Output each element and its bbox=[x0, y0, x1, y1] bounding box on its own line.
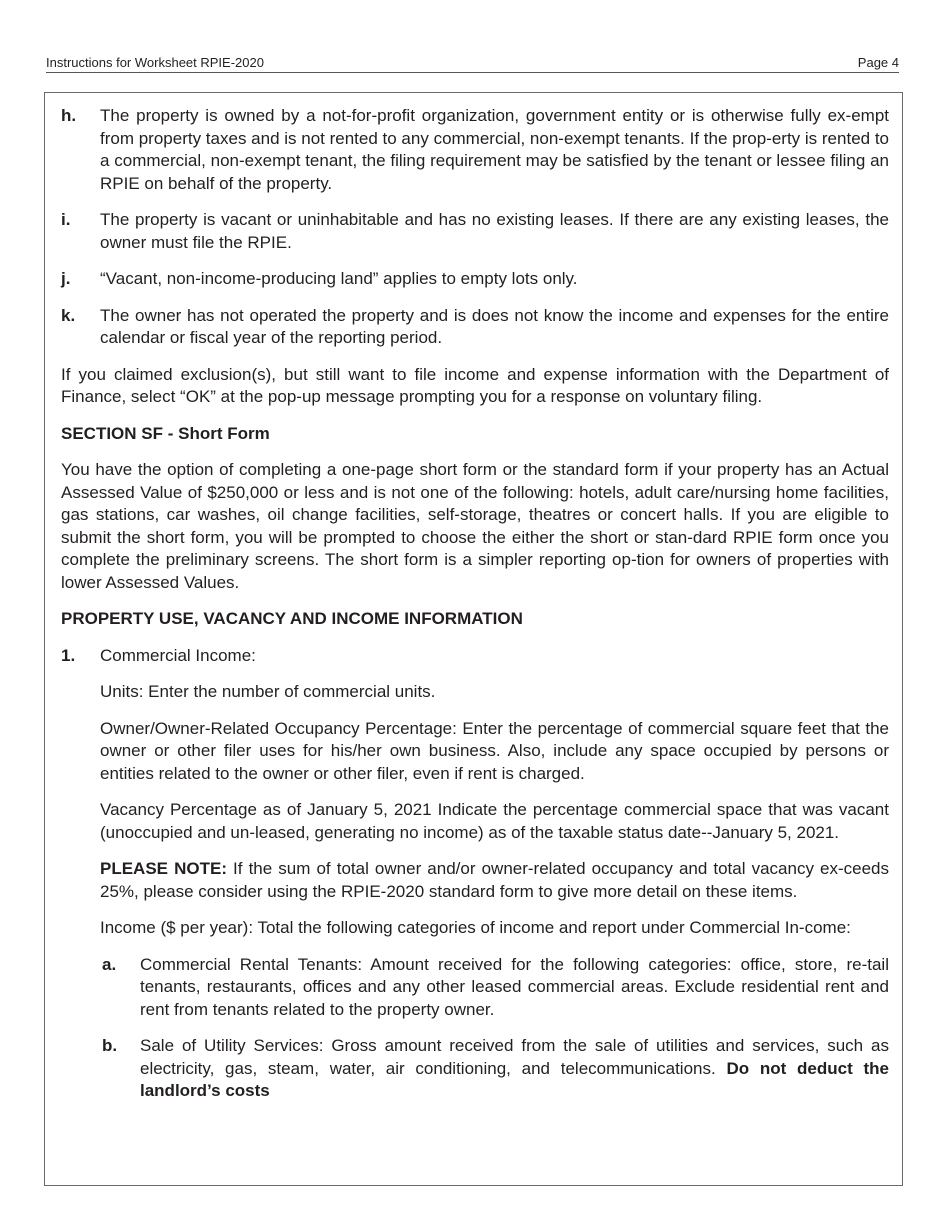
please-note-paragraph bbox=[61, 858, 889, 903]
owner-occupancy-paragraph: Owner/Owner-Related Occupancy Percentage: Enter the percentage of commercial square feet that the owner or other filer uses for his/her own business. Also, include any space occupied by persons or entities related to the owner or other filer, even if rent is charged. bbox=[100, 718, 889, 783]
page-content bbox=[61, 105, 889, 1103]
income-subitem-b bbox=[61, 1035, 889, 1103]
vacancy-paragraph: Vacancy Percentage as of January 5, 2021 Indicate the percentage commercial space that was vacant (unoccupied and un-leased, generating no income) as of the taxable status date--January 5, 2021. bbox=[100, 800, 889, 842]
exemption-item-k bbox=[61, 305, 889, 350]
subitem-label: a. bbox=[102, 954, 117, 974]
exemption-text: “Vacant, non-income-producing land” applies to empty lots only. bbox=[100, 269, 578, 288]
units-paragraph: Units: Enter the number of commercial units. bbox=[100, 682, 436, 701]
section-sf-heading: SECTION SF - Short Form bbox=[61, 423, 270, 443]
note-text: If the sum of total owner and/or owner-related occupancy and total vacancy ex-ceeds 25%, please consider using the RPIE-2020 standard form to give more detail on these items. bbox=[100, 859, 890, 901]
exemption-label: j. bbox=[61, 269, 71, 288]
subitem-bold-text: Do not deduct the landlord’s costs bbox=[140, 1058, 890, 1100]
exemption-label: k. bbox=[61, 305, 76, 325]
subitem-text: Sale of Utility Services: Gross amount received from the sale of utilities and services, such as electricity, gas, steam, water, air conditioning, and telecommunications. bbox=[140, 1036, 889, 1078]
exemption-label: h. bbox=[61, 106, 77, 125]
document-title: Instructions for Worksheet RPIE-2020 bbox=[46, 55, 264, 70]
content-frame bbox=[44, 92, 903, 1186]
exemption-text: The property is owned by a not-for-profit organization, government entity or is otherwise fully ex-empt from property taxes and is not rented to any commercial, non-exempt tenants. If the prop-erty is rented to a commercial, non-exempt tenant, the filing requirement may be satisfied by the tenant or lessee filing an RPIE on behalf of the property. bbox=[100, 106, 889, 193]
income-intro-paragraph: Income ($ per year): Total the following categories of income and report under Commercial In-come: bbox=[100, 918, 851, 937]
subitem-label: b. bbox=[102, 1036, 118, 1055]
exemption-item-i bbox=[61, 209, 889, 254]
voluntary-filing-paragraph: If you claimed exclusion(s), but still want to file income and expense information with the Department of Finance, select “OK” at the pop-up message prompting you for a response on voluntary filing. bbox=[61, 364, 889, 406]
exemption-item-j bbox=[61, 268, 889, 291]
page-header bbox=[46, 55, 899, 73]
note-label: PLEASE NOTE: bbox=[100, 859, 227, 878]
subitem-text: Commercial Rental Tenants: Amount received for the following categories: office, store, re-tail tenants, restaurants, offices and any other leased commercial areas. Exclude residential rent and rent from tenants related to the property owner. bbox=[140, 954, 889, 1019]
income-subitem-a bbox=[61, 954, 889, 1022]
section-sf-paragraph: You have the option of completing a one-page short form or the standard form if your property has an Actual Assessed Value of $250,000 or less and is not one of the following: hotels, adult care/nursing home facilities, gas stations, car washes, oil change facilities, self-storage, theatres or concert halls. If you are eligible to submit the short form, you will be prompted to choose the either the short or stan-dard RPIE form once you complete the preliminary screens. The short form is a simpler reporting op-tion for owners of properties with lower Assessed Values. bbox=[61, 460, 889, 592]
commercial-income-item bbox=[61, 645, 889, 668]
exemption-label: i. bbox=[61, 210, 71, 229]
exemption-text: The property is vacant or uninhabitable and has no existing leases. If there are any existing leases, the owner must file the RPIE. bbox=[100, 210, 889, 252]
exemption-text: The owner has not operated the property and is does not know the income and expenses for the entire calendar or fiscal year of the reporting period. bbox=[100, 305, 889, 347]
page-number: Page 4 bbox=[857, 55, 899, 70]
exemption-item-h bbox=[61, 105, 889, 195]
item-number: 1. bbox=[61, 645, 76, 665]
property-use-heading: PROPERTY USE, VACANCY AND INCOME INFORMATION bbox=[61, 609, 523, 628]
item-text: Commercial Income: bbox=[100, 645, 256, 665]
